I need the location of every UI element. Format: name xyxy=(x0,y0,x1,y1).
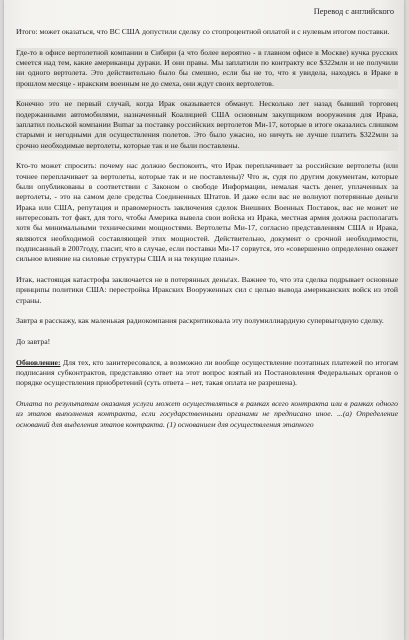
paragraph-quote: Оплата по результатам оказания услуги может осуществляться в рамках всего контракта или в рамках одного из этапов выполнения контракта, если государственными органами не предписано иное. ...(a) Определение оснований для выделения этапов контракта. (1) основанием для осуществления этапного xyxy=(16,399,398,429)
paragraph-summary: Итого: может оказаться, что ВС США допустили сделку со стопроцентной оплатой и с нулевым итогом поставки. xyxy=(16,27,390,36)
update-text: Для тех, кто заинтересовался, а возможно ли вообще осуществление поэтапных платежей по итогам подписания субконтрактов, представляю ответ на этот вопрос взятый из Постановления Федеральных органов о порядке осуществления приобретений (суть ответа – нет, такая оплата не разрешена). xyxy=(16,357,398,388)
paragraph-tomorrow: Завтра я расскажу, как маленькая радиокомпания раскритиковала эту полумиллиардную супервыгодную сделку. xyxy=(16,316,384,326)
paragraph-farewell: До завтра! xyxy=(16,337,51,347)
paragraph-update xyxy=(16,358,398,389)
paragraph-bumar: Конечно это не первый случай, когда Ирак оказывается обманут. Несколько лет назад бывший торговец подержанными автомобилями, назначенный Коалицией США основным закупщиком вооружения для Ирака, заплатил польской компании Bumar за поставку российских вертолетов Ми-17, которые в итоге оказались слишком старыми и негодными для осуществления полетов. Это было ужасно, но ничуть не лучше платить $322млн за срочно необходимые вертолеты, которые так и не были поставлены. xyxy=(16,99,398,150)
paragraph-catastrophe: Итак, настоящая катастрофа заключается не в потерянных деньгах. Важнее то, что эта сделка подрывает основные принципы политики США: перестройка Иракских Вооруженных сил с целью вывода американских войск из этой страны. xyxy=(16,275,398,305)
document-body xyxy=(16,27,398,430)
document-page xyxy=(4,0,404,640)
paragraph-question: Кто-то может спросить: почему нас должно беспокоить, что Ирак переплачивает за российские вертолеты (или точнее переплачивает за вертолеты, которые так и не поставлены)? Что ж, судя по другим документам, которые были опубликованы в соответствии с Законом о свободе Информации, немалая часть денег, уплаченных за вертолеты, - это на самом деле средства Соединенных Штатов. И даже если вас не волнуют потерянные деньги Ирака или США, репутация и правомерность заключения сделок Внешних Военных Поставок, вас не может не интересовать тот факт, для того, чтобы Америка вывела свои войска из Ирака, местная армия должна располагать хотя бы минимальными техническими мощностями. Вертолеты Ми-17, согласно представлениям США и Ирака, являются необходимой составляющей этих мощностей. Действительно, документ о срочной необходимости, подписанный в 2007году, гласит, что в случае, если поставки Ми-17 сорвутся, это «совершенно определенно окажет сильное влияние на силовые структуры США и на текущие планы». xyxy=(16,161,398,264)
header-title: Перевод с английского xyxy=(313,7,394,16)
update-label: Обновление: xyxy=(16,357,61,367)
paragraph-siberia: Где-то в офисе вертолетной компании в Сибири (а что более вероятно - в главном офисе в Москве) кучка русских смеется над тем, какие американцы дураки. И они правы. Мы заплатили по контракту все $322млн и не получили ни одного вертолета. Это действительно было бы смешно, если бы не то, что я увидела, находясь в Ираке в прошлом месяце - иракским военным не до смеха, они ждут своих вертолетов. xyxy=(16,47,398,88)
